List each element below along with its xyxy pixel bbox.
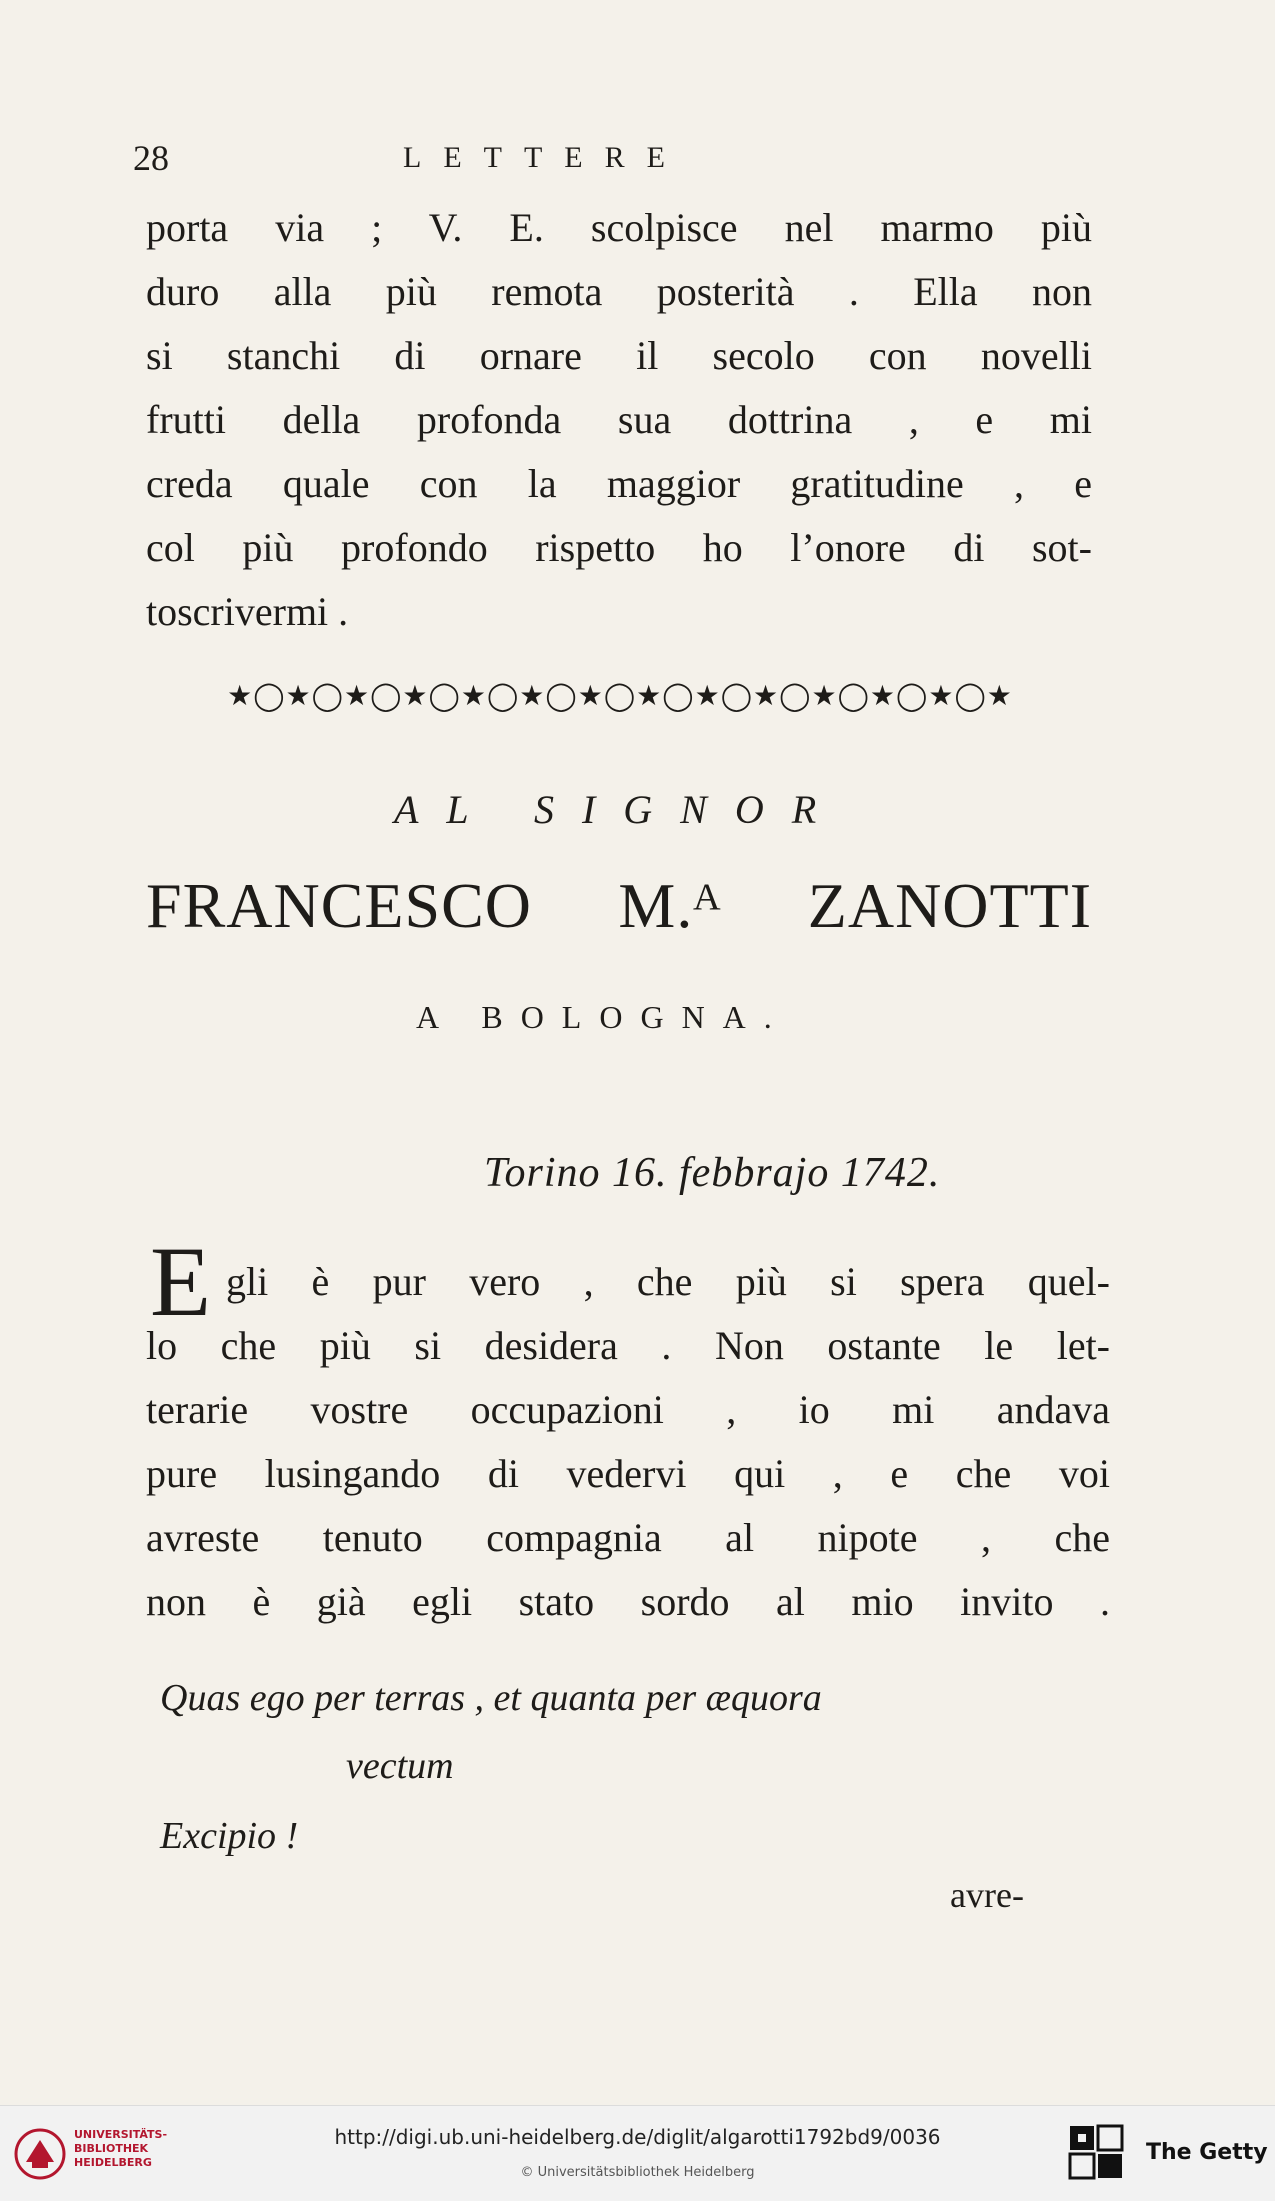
text-line: porta via ; V. E. scolpisce nel marmo più	[146, 205, 1092, 250]
text-line: lo che più si desidera . Non ostante le let-	[146, 1323, 1110, 1368]
partner-name: The Getty	[1146, 2140, 1268, 2165]
letter-dateline: Torino 16. febbrajo 1742.	[484, 1150, 941, 1196]
text-line: avreste tenuto compagnia al nipote , che	[146, 1515, 1110, 1560]
page-number: 28	[133, 138, 169, 178]
preceding-letter-ending	[146, 196, 1092, 644]
text-line: terarie vostre occupazioni , io mi andava	[146, 1387, 1110, 1432]
running-head	[133, 133, 1083, 183]
recipient-name: FRANCESCO M.ᴬ ZANOTTI	[146, 870, 1092, 941]
text-line: si stanchi di ornare il secolo con novelli	[146, 333, 1092, 378]
text-line: col più profondo rispetto ho l’onore di sot-	[146, 525, 1092, 570]
drop-initial: E	[150, 1226, 212, 1337]
text-line: toscrivermi .	[146, 589, 349, 634]
verse-line: Excipio !	[160, 1815, 299, 1857]
running-title: LETTERE	[403, 141, 687, 174]
getty-logo-icon	[1068, 2124, 1128, 2184]
library-name: UNIVERSITÄTS- BIBLIOTHEK HEIDELBERG	[74, 2128, 168, 2169]
verse-line-continuation: vectum	[346, 1745, 454, 1787]
catchword: avre-	[950, 1875, 1024, 1915]
text-line: creda quale con la maggior gratitudine , e	[146, 461, 1092, 506]
recipient-place: A BOLOGNA.	[416, 999, 790, 1035]
text-line: gli è pur vero , che più si spera quel-	[226, 1259, 1110, 1304]
text-line: pure lusingando di vedervi qui , e che voi	[146, 1451, 1110, 1496]
text-line: non è già egli stato sordo al mio invito .	[146, 1579, 1110, 1624]
letter-body	[146, 1250, 1110, 1634]
verse-line: Quas ego per terras , et quanta per æquora	[160, 1677, 822, 1719]
salutation-heading: AL SIGNOR	[394, 787, 845, 832]
permalink-url[interactable]: http://digi.ub.uni-heidelberg.de/diglit/algarotti1792bd9/0036	[334, 2125, 941, 2149]
viewer-footer	[0, 2105, 1275, 2201]
text-line: frutti della profonda sua dottrina , e mi	[146, 397, 1092, 442]
ornamental-divider: ★◯★◯★◯★◯★◯★◯★◯★◯★◯★◯★◯★◯★◯★	[227, 679, 1013, 712]
text-line: duro alla più remota posterità . Ella non	[146, 269, 1092, 314]
copyright-notice: © Universitätsbibliothek Heidelberg	[520, 2165, 755, 2180]
